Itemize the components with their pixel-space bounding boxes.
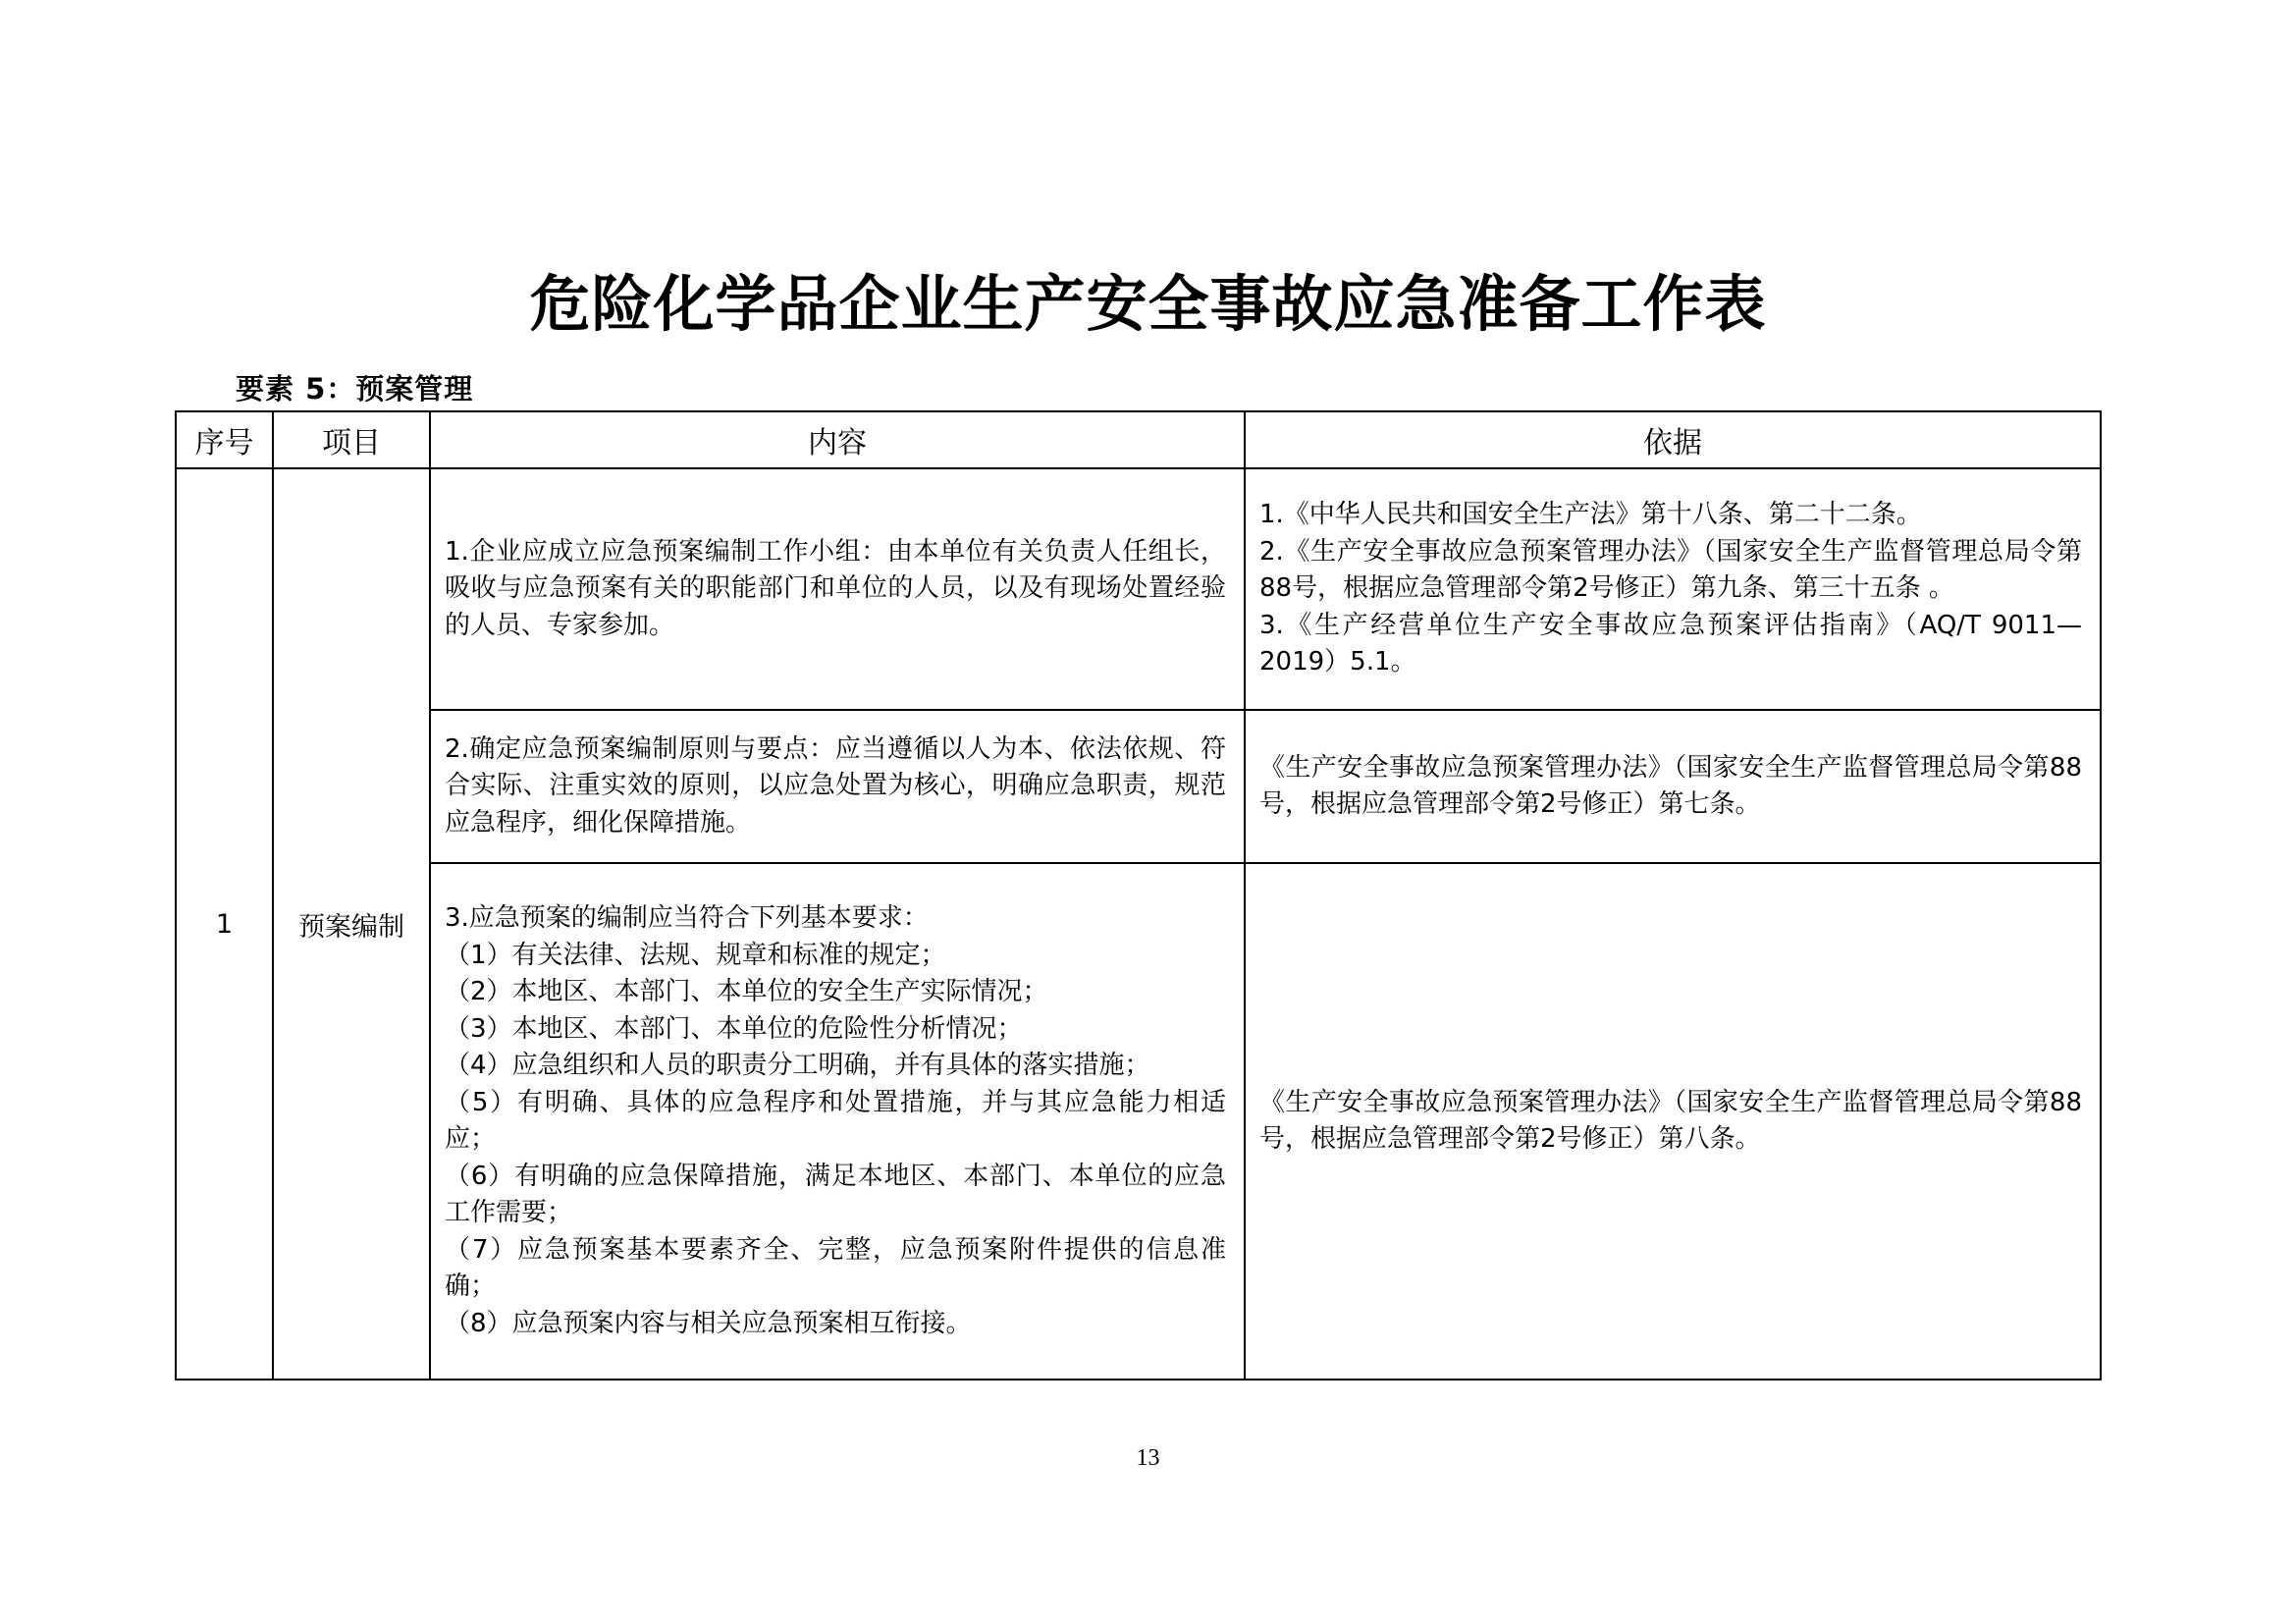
header-item: 项目 — [273, 411, 430, 468]
header-seq: 序号 — [176, 411, 273, 468]
header-content: 内容 — [430, 411, 1245, 468]
basis-line: 《生产安全事故应急预案管理办法》（国家安全生产监督管理总局令第88号，根据应急管理部令第2号修正）第七条。 — [1259, 752, 2082, 819]
header-basis: 依据 — [1245, 411, 2101, 468]
table-row — [176, 863, 2101, 1380]
content-line: （7）应急预案基本要素齐全、完整，应急预案附件提供的信息准确； — [445, 1234, 1226, 1301]
content-cell — [430, 468, 1245, 710]
item-cell: 预案编制 — [273, 468, 430, 1380]
content-line: 2.确定应急预案编制原则与要点：应当遵循以人为本、依法依规、符合实际、注重实效的原则，以应急处置为核心，明确应急职责，规范应急程序，细化保障措施。 — [445, 733, 1226, 838]
basis-line: 1.《中华人民共和国安全生产法》第十八条、第二十二条。 — [1259, 500, 1922, 530]
basis-cell — [1245, 710, 2101, 863]
content-line: 1.企业应成立应急预案编制工作小组：由本单位有关负责人任组长，吸收与应急预案有关的职能部门和单位的人员，以及有现场处置经验的人员、专家参加。 — [445, 536, 1226, 640]
basis-line: 2.《生产安全事故应急预案管理办法》（国家安全生产监督管理总局令第88号，根据应急管理部令第2号修正）第九条、第三十五条 。 — [1259, 536, 2082, 604]
basis-line: 《生产安全事故应急预案管理办法》（国家安全生产监督管理总局令第88号，根据应急管理部令第2号修正）第八条。 — [1259, 1087, 2082, 1154]
content-line: （1）有关法律、法规、规章和标准的规定； — [445, 940, 946, 970]
content-cell — [430, 863, 1245, 1380]
content-line: （2）本地区、本部门、本单位的安全生产实际情况； — [445, 977, 1048, 1006]
content-line: （6）有明确的应急保障措施，满足本地区、本部门、本单位的应急工作需要； — [445, 1161, 1226, 1227]
seq-cell: 1 — [176, 468, 273, 1380]
content-line: （3）本地区、本部门、本单位的危险性分析情况； — [445, 1013, 1023, 1044]
table-row — [176, 468, 2101, 710]
page-title: 危险化学品企业生产安全事故应急准备工作表 — [529, 268, 1767, 340]
section-label: 要素 5：预案管理 — [236, 372, 474, 406]
content-line: （8）应急预案内容与相关应急预案相互衔接。 — [445, 1308, 972, 1338]
table-header-row — [176, 411, 2101, 468]
table-row — [176, 710, 2101, 863]
content-line: （5）有明确、具体的应急程序和处置措施，并与其应急能力相适应； — [445, 1087, 1226, 1154]
content-line: 3.应急预案的编制应当符合下列基本要求： — [445, 903, 929, 933]
content-cell — [430, 710, 1245, 863]
page-number: 13 — [1136, 1445, 1160, 1471]
basis-line: 3.《生产经营单位生产安全事故应急预案评估指南》（AQ/T 9011—2019）5.1。 — [1259, 610, 2082, 677]
content-line: （4）应急组织和人员的职责分工明确，并有具体的落实措施； — [445, 1051, 1150, 1080]
basis-cell — [1245, 863, 2101, 1380]
work-table — [175, 410, 2102, 1380]
basis-cell — [1245, 468, 2101, 710]
